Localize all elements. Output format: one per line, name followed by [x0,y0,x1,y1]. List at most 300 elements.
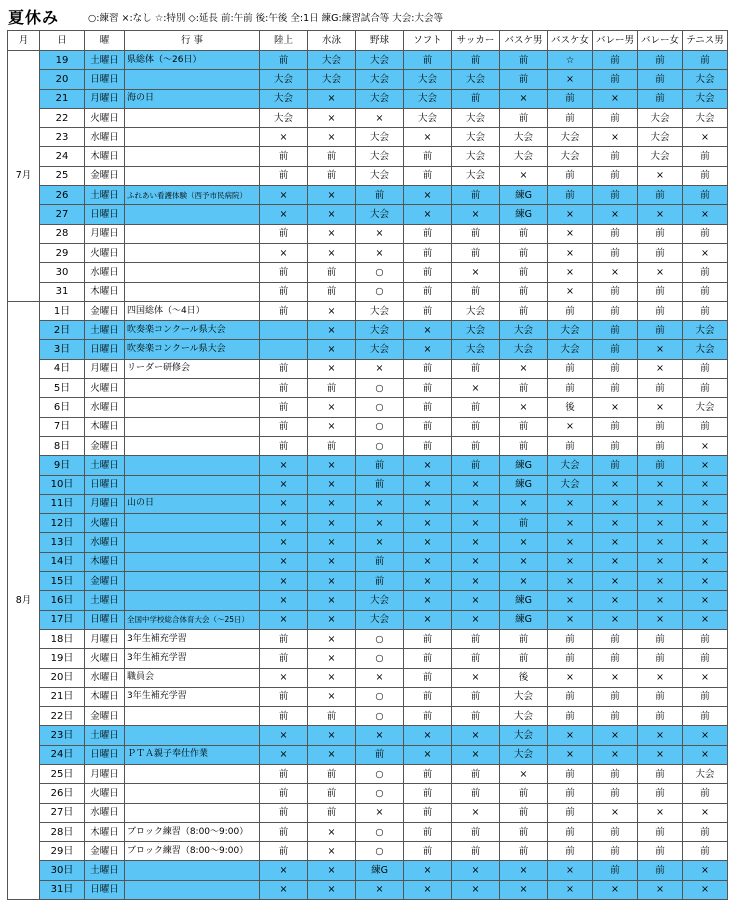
event-cell [125,533,260,552]
activity-cell: × [404,128,452,147]
activity-cell: × [308,591,356,610]
activity-cell: × [593,610,638,629]
activity-cell: 前 [452,456,500,475]
day-cell: 30日 [40,861,85,880]
activity-cell: × [683,552,728,571]
table-row [8,417,728,436]
activity-cell: 前 [452,186,500,205]
weekday-cell: 日曜日 [85,610,125,629]
event-cell [125,861,260,880]
event-cell: ふれあい看護体験（西予市民病院） [125,186,260,205]
activity-cell: × [638,880,683,899]
activity-cell: × [452,552,500,571]
activity-cell: 前 [683,822,728,841]
day-cell: 16日 [40,591,85,610]
table-row [8,108,728,127]
activity-cell: 前 [500,629,548,648]
activity-cell: 前 [638,321,683,340]
day-cell: 3日 [40,340,85,359]
weekday-cell: 土曜日 [85,456,125,475]
table-row [8,263,728,282]
activity-cell: 前 [452,417,500,436]
activity-cell: 大会 [548,456,593,475]
activity-cell: 前 [593,649,638,668]
day-cell: 18日 [40,629,85,648]
activity-cell: × [404,726,452,745]
activity-cell: 大会 [548,340,593,359]
activity-cell: 前 [593,340,638,359]
day-cell: 21 [40,89,85,108]
event-cell: 吹奏楽コンクール県大会 [125,321,260,340]
activity-cell [260,340,308,359]
event-cell [125,456,260,475]
activity-cell: 前 [548,687,593,706]
activity-cell: 大会 [500,707,548,726]
activity-cell: 前 [638,243,683,262]
activity-cell: × [638,803,683,822]
activity-cell: × [308,552,356,571]
activity-cell: × [356,726,404,745]
activity-cell: 練G [500,591,548,610]
activity-cell: ○ [356,436,404,455]
activity-cell: × [548,243,593,262]
weekday-cell: 日曜日 [85,880,125,899]
activity-cell: × [308,359,356,378]
activity-cell: 大会 [452,128,500,147]
activity-cell: × [308,89,356,108]
activity-cell: × [356,359,404,378]
activity-cell: 大会 [356,128,404,147]
activity-cell: 前 [356,552,404,571]
activity-cell: 前 [260,51,308,70]
activity-cell: × [500,861,548,880]
day-cell: 17日 [40,610,85,629]
day-cell: 31日 [40,880,85,899]
activity-cell: 前 [593,166,638,185]
activity-cell: × [593,263,638,282]
activity-cell: 大会 [638,128,683,147]
activity-cell: × [683,803,728,822]
activity-cell: 前 [593,629,638,648]
activity-cell: 前 [683,784,728,803]
activity-cell: 前 [638,764,683,783]
activity-cell: 前 [452,784,500,803]
weekday-cell: 木曜日 [85,822,125,841]
activity-cell: × [548,861,593,880]
activity-cell: 前 [404,263,452,282]
activity-cell: × [593,880,638,899]
day-cell: 20日 [40,668,85,687]
activity-cell: 前 [452,436,500,455]
weekday-cell: 日曜日 [85,205,125,224]
day-cell: 22 [40,108,85,127]
activity-cell: × [308,745,356,764]
weekday-cell: 火曜日 [85,649,125,668]
day-cell: 24 [40,147,85,166]
activity-cell: 大会 [356,70,404,89]
activity-cell: × [638,263,683,282]
activity-cell: 前 [683,147,728,166]
day-cell: 26日 [40,784,85,803]
activity-cell: × [452,726,500,745]
activity-cell: 前 [500,417,548,436]
activity-cell: 大会 [500,340,548,359]
activity-cell: 前 [260,359,308,378]
activity-cell: ☆ [548,51,593,70]
activity-cell: × [260,533,308,552]
activity-cell: 前 [452,649,500,668]
activity-cell: 大会 [683,340,728,359]
weekday-cell: 金曜日 [85,842,125,861]
activity-cell: 前 [548,359,593,378]
activity-cell: 前 [308,166,356,185]
activity-cell: 前 [548,784,593,803]
day-cell: 24日 [40,745,85,764]
activity-cell: × [260,243,308,262]
activity-cell: 大会 [548,321,593,340]
table-row [8,70,728,89]
activity-cell: × [638,340,683,359]
column-header: ソフト [404,31,452,51]
activity-cell: 前 [308,707,356,726]
activity-cell: × [548,494,593,513]
day-cell: 31 [40,282,85,301]
weekday-cell: 日曜日 [85,475,125,494]
activity-cell: × [452,668,500,687]
event-cell [125,147,260,166]
activity-cell: 前 [638,456,683,475]
activity-cell: 前 [356,456,404,475]
activity-cell: 前 [593,70,638,89]
column-header: バレー女 [638,31,683,51]
activity-cell: 前 [683,629,728,648]
activity-cell: 前 [260,417,308,436]
activity-cell: ○ [356,417,404,436]
activity-cell: ○ [356,707,404,726]
day-cell: 6日 [40,398,85,417]
activity-cell: × [638,745,683,764]
activity-cell: × [452,880,500,899]
event-cell [125,552,260,571]
activity-cell: 大会 [356,591,404,610]
day-cell: 11日 [40,494,85,513]
activity-cell: 前 [683,224,728,243]
table-row [8,514,728,533]
weekday-cell: 月曜日 [85,764,125,783]
event-cell [125,572,260,591]
activity-cell: 大会 [500,745,548,764]
activity-cell: × [404,475,452,494]
activity-cell: × [308,398,356,417]
activity-cell: × [683,610,728,629]
activity-cell: 大会 [356,321,404,340]
event-cell [125,514,260,533]
table-row [8,301,728,320]
activity-cell: 前 [356,745,404,764]
activity-cell: ○ [356,649,404,668]
weekday-cell: 水曜日 [85,263,125,282]
activity-cell: 前 [500,301,548,320]
activity-cell: × [593,475,638,494]
activity-cell: 前 [500,379,548,398]
activity-cell: × [404,591,452,610]
activity-cell: × [638,610,683,629]
activity-cell: × [404,205,452,224]
activity-cell: 前 [452,282,500,301]
activity-cell: 前 [593,186,638,205]
activity-cell: × [683,436,728,455]
activity-cell: × [260,552,308,571]
column-header: サッカー [452,31,500,51]
activity-cell: 大会 [356,205,404,224]
activity-cell: 大会 [500,687,548,706]
activity-cell: × [452,533,500,552]
event-cell [125,205,260,224]
day-cell: 12日 [40,514,85,533]
weekday-cell: 日曜日 [85,70,125,89]
event-cell: 3年生補充学習 [125,649,260,668]
activity-cell: 前 [638,649,683,668]
activity-cell: × [260,880,308,899]
activity-cell: 前 [548,166,593,185]
table-row [8,494,728,513]
activity-cell: × [260,726,308,745]
activity-cell: × [638,494,683,513]
activity-cell: 前 [452,398,500,417]
activity-cell: × [260,514,308,533]
activity-cell: × [308,108,356,127]
activity-cell: 大会 [683,398,728,417]
table-row [8,668,728,687]
activity-cell: 前 [638,707,683,726]
activity-cell: 大会 [548,147,593,166]
activity-cell: × [638,205,683,224]
activity-cell: 前 [500,803,548,822]
activity-cell: 前 [500,108,548,127]
activity-cell: 大会 [683,89,728,108]
column-header: バレー男 [593,31,638,51]
activity-cell: × [683,668,728,687]
activity-cell: 前 [404,301,452,320]
activity-cell: × [593,128,638,147]
activity-cell: 前 [548,764,593,783]
table-row [8,533,728,552]
activity-cell: 前 [404,707,452,726]
activity-cell: 前 [500,224,548,243]
activity-cell: × [452,263,500,282]
activity-cell: 前 [260,707,308,726]
activity-cell: × [638,668,683,687]
table-row [8,340,728,359]
table-row [8,321,728,340]
activity-cell: × [356,803,404,822]
day-cell: 10日 [40,475,85,494]
weekday-cell: 火曜日 [85,243,125,262]
activity-cell: × [500,166,548,185]
activity-cell: 前 [593,282,638,301]
activity-cell: × [308,629,356,648]
activity-cell: × [683,243,728,262]
day-cell: 13日 [40,533,85,552]
activity-cell: 前 [638,784,683,803]
table-row [8,398,728,417]
activity-cell: × [593,591,638,610]
activity-cell: × [308,340,356,359]
activity-cell: × [500,880,548,899]
event-cell: ＰＴＡ親子奉仕作業 [125,745,260,764]
day-cell: 25日 [40,764,85,783]
activity-cell: 大会 [500,321,548,340]
activity-cell: 前 [452,359,500,378]
activity-cell: 前 [260,224,308,243]
activity-cell: × [260,745,308,764]
activity-cell: × [548,533,593,552]
weekday-cell: 金曜日 [85,436,125,455]
activity-cell: 前 [308,436,356,455]
activity-cell: × [308,514,356,533]
activity-cell: × [260,494,308,513]
day-cell: 20 [40,70,85,89]
activity-cell: 前 [404,668,452,687]
column-header: 月 [8,31,40,51]
activity-cell: 大会 [683,321,728,340]
activity-cell: 前 [593,456,638,475]
activity-cell: 大会 [548,128,593,147]
table-row [8,591,728,610]
activity-cell: × [260,205,308,224]
activity-cell: × [638,398,683,417]
activity-cell: 前 [452,224,500,243]
activity-cell: 前 [638,822,683,841]
table-row [8,436,728,455]
column-header: バスケ男 [500,31,548,51]
activity-cell: 前 [683,379,728,398]
activity-cell: 前 [593,764,638,783]
column-header: 日 [40,31,85,51]
activity-cell: 前 [404,417,452,436]
activity-cell: × [260,456,308,475]
activity-cell: 前 [683,186,728,205]
weekday-cell: 月曜日 [85,629,125,648]
activity-cell: × [548,417,593,436]
activity-cell: × [638,591,683,610]
activity-cell: 前 [404,224,452,243]
table-row [8,649,728,668]
activity-cell: 前 [356,475,404,494]
activity-cell: × [452,475,500,494]
activity-cell: × [638,166,683,185]
activity-cell: 前 [683,649,728,668]
activity-cell: × [683,861,728,880]
activity-cell: 前 [593,321,638,340]
weekday-cell: 日曜日 [85,745,125,764]
event-cell: 山の日 [125,494,260,513]
day-cell: 21日 [40,687,85,706]
activity-cell: ○ [356,379,404,398]
weekday-cell: 土曜日 [85,321,125,340]
activity-cell: × [593,668,638,687]
activity-cell: 前 [404,51,452,70]
column-header: 陸上 [260,31,308,51]
weekday-cell: 火曜日 [85,108,125,127]
activity-cell: 前 [593,359,638,378]
day-cell: 22日 [40,707,85,726]
activity-cell: 前 [548,822,593,841]
legend-text: ○:練習 ×:なし ☆:特別 ◇:延長 前:午前 後:午後 全:1日 練G:練習試合等 大会:大会等 [88,13,443,24]
table-row [8,456,728,475]
event-cell [125,784,260,803]
event-cell [125,108,260,127]
activity-cell: × [683,205,728,224]
activity-cell: 前 [404,359,452,378]
activity-cell: 前 [683,51,728,70]
day-cell: 7日 [40,417,85,436]
weekday-cell: 金曜日 [85,166,125,185]
activity-cell: 大会 [356,166,404,185]
event-cell [125,398,260,417]
activity-cell: × [356,668,404,687]
column-header: 行 事 [125,31,260,51]
activity-cell: × [500,89,548,108]
activity-cell: 前 [683,301,728,320]
activity-cell: 前 [548,379,593,398]
activity-cell: 大会 [452,340,500,359]
activity-cell: × [638,475,683,494]
activity-cell: × [593,398,638,417]
activity-cell: × [638,533,683,552]
activity-cell: × [452,572,500,591]
activity-cell: 大会 [356,610,404,629]
activity-cell: × [638,514,683,533]
activity-cell: × [404,321,452,340]
activity-cell: 大会 [683,108,728,127]
activity-cell: × [308,822,356,841]
activity-cell: 大会 [683,70,728,89]
activity-cell: × [308,861,356,880]
activity-cell: 前 [404,398,452,417]
activity-cell: × [548,880,593,899]
day-cell: 23 [40,128,85,147]
activity-cell: × [638,726,683,745]
activity-cell: 大会 [308,70,356,89]
weekday-cell: 木曜日 [85,417,125,436]
activity-cell: 前 [683,166,728,185]
weekday-cell: 火曜日 [85,514,125,533]
weekday-cell: 木曜日 [85,687,125,706]
activity-cell: 前 [500,842,548,861]
table-row [8,687,728,706]
activity-cell: 大会 [356,89,404,108]
weekday-cell: 木曜日 [85,147,125,166]
activity-cell: × [308,494,356,513]
activity-cell: 前 [452,707,500,726]
activity-cell: 大会 [356,147,404,166]
activity-cell: 前 [548,649,593,668]
weekday-cell: 月曜日 [85,89,125,108]
activity-cell: × [548,552,593,571]
activity-cell: ○ [356,398,404,417]
event-cell [125,475,260,494]
weekday-cell: 水曜日 [85,398,125,417]
activity-cell: 前 [638,436,683,455]
activity-cell: 大会 [683,764,728,783]
table-body [8,51,728,900]
activity-cell: 前 [638,186,683,205]
activity-cell: × [308,186,356,205]
activity-cell: × [593,745,638,764]
weekday-cell: 金曜日 [85,301,125,320]
activity-cell: × [404,880,452,899]
